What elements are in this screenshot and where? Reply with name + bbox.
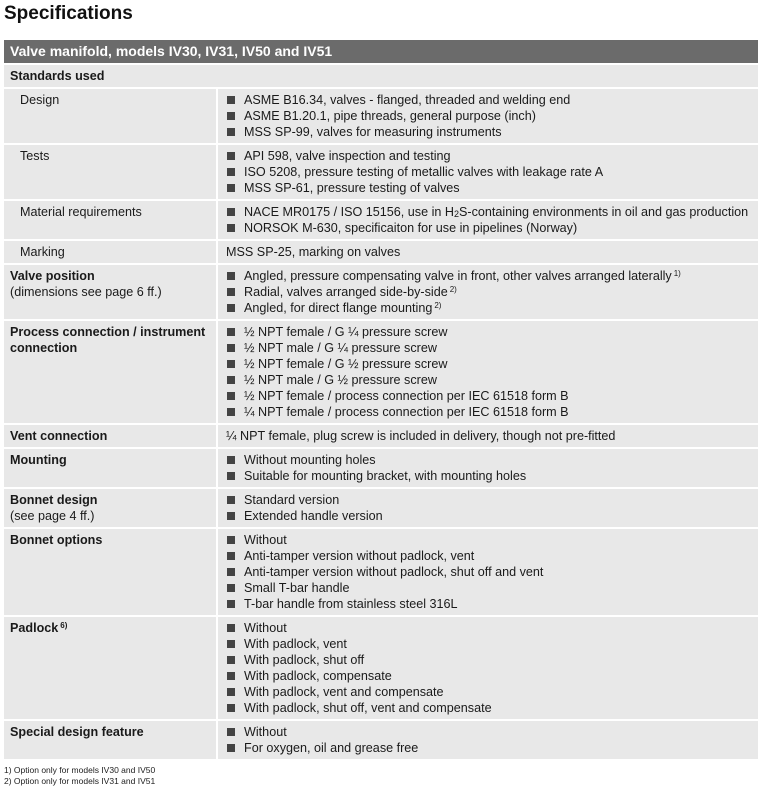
list-item: Without mounting holes bbox=[226, 452, 754, 468]
footnotes bbox=[4, 765, 155, 786]
material-row bbox=[4, 201, 758, 241]
special-design-row bbox=[4, 721, 758, 761]
list-item: NACE MR0175 / ISO 15156, use in H2S-containing environments in oil and gas production bbox=[226, 204, 754, 220]
bonnet-design-list bbox=[226, 492, 754, 524]
footnote-ref: 1) bbox=[673, 269, 681, 278]
list-item: Radial, valves arranged side-by-side $^{2)}$ bbox=[226, 284, 754, 300]
special-design-label: Special design feature bbox=[4, 721, 216, 761]
process-connection-list bbox=[226, 324, 754, 420]
bonnet-options-row bbox=[4, 529, 758, 617]
list-item: ½ NPT female / process connection per IEC 61518 form B bbox=[226, 388, 754, 404]
marking-value: MSS SP-25, marking on valves bbox=[216, 241, 758, 265]
spec-table bbox=[4, 40, 758, 761]
footnote: 1) Option only for models IV30 and IV50 bbox=[4, 765, 156, 775]
mounting-label: Mounting bbox=[4, 449, 216, 489]
list-item: API 598, valve inspection and testing bbox=[226, 148, 754, 164]
design-label: Design bbox=[4, 89, 216, 145]
design-row bbox=[4, 89, 758, 145]
list-item: Without bbox=[226, 620, 754, 636]
material-list bbox=[226, 204, 754, 236]
table-title: Valve manifold, models IV30, IV31, IV50 and IV51 bbox=[4, 40, 758, 65]
list-item: MSS SP-61, pressure testing of valves bbox=[226, 180, 754, 196]
list-item: Without bbox=[226, 724, 754, 740]
footnote-ref: 6) bbox=[60, 621, 68, 630]
list-item: ½ NPT female / G ¼ pressure screw bbox=[226, 324, 754, 340]
marking-label: Marking bbox=[4, 241, 216, 265]
list-item: ASME B16.34, valves - flanged, threaded and welding end bbox=[226, 92, 754, 108]
tests-list bbox=[226, 148, 754, 196]
list-item: With padlock, compensate bbox=[226, 668, 754, 684]
standards-heading: Standards used bbox=[4, 65, 758, 89]
list-item: With padlock, vent bbox=[226, 636, 754, 652]
list-item: ISO 5208, pressure testing of metallic valves with leakage rate A bbox=[226, 164, 754, 180]
bonnet-options-label: Bonnet options bbox=[4, 529, 216, 617]
list-item: ¼ NPT female / process connection per IEC 61518 form B bbox=[226, 404, 754, 420]
footnote-ref: 2) bbox=[434, 301, 442, 310]
list-item: Standard version bbox=[226, 492, 754, 508]
padlock-list bbox=[226, 620, 754, 716]
page-title: Specifications bbox=[4, 3, 133, 24]
list-item: Angled, for direct flange mounting $^{2)}$ bbox=[226, 300, 754, 316]
padlock-row bbox=[4, 617, 758, 721]
list-item: Suitable for mounting bracket, with mounting holes bbox=[226, 468, 754, 484]
list-item: With padlock, vent and compensate bbox=[226, 684, 754, 700]
process-connection-label: Process connection / instrument connection bbox=[4, 321, 216, 425]
mounting-row bbox=[4, 449, 758, 489]
bonnet-design-note: (see page 4 ff.) bbox=[10, 509, 95, 523]
material-label: Material requirements bbox=[4, 201, 216, 241]
list-item: Angled, pressure compensating valve in front, other valves arranged laterally $^{1)}$ bbox=[226, 268, 754, 284]
valve-position-note: (dimensions see page 6 ff.) bbox=[10, 285, 162, 299]
mounting-list bbox=[226, 452, 754, 484]
list-item: MSS SP-99, valves for measuring instruments bbox=[226, 124, 754, 140]
padlock-label: Padlock bbox=[10, 621, 59, 635]
list-item: Anti-tamper version without padlock, shut off and vent bbox=[226, 564, 754, 580]
list-item: Without bbox=[226, 532, 754, 548]
bonnet-design-row bbox=[4, 489, 758, 529]
list-item: NORSOK M-630, specificaiton for use in pipelines (Norway) bbox=[226, 220, 754, 236]
tests-label: Tests bbox=[4, 145, 216, 201]
list-item: ASME B1.20.1, pipe threads, general purpose (inch) bbox=[226, 108, 754, 124]
padlock-label-cell bbox=[4, 617, 216, 721]
bonnet-design-label: Bonnet design bbox=[10, 493, 98, 507]
marking-row bbox=[4, 241, 758, 265]
valve-position-list bbox=[226, 268, 754, 316]
footnote-ref: 2) bbox=[449, 285, 457, 294]
list-item: With padlock, shut off bbox=[226, 652, 754, 668]
list-item: With padlock, shut off, vent and compensate bbox=[226, 700, 754, 716]
list-item: Anti-tamper version without padlock, vent bbox=[226, 548, 754, 564]
list-item: ½ NPT male / G ½ pressure screw bbox=[226, 372, 754, 388]
vent-connection-label: Vent connection bbox=[4, 425, 216, 449]
vent-connection-value: ¼ NPT female, plug screw is included in delivery, though not pre-fitted bbox=[216, 425, 758, 449]
footnote: 2) Option only for models IV31 and IV51 bbox=[4, 775, 156, 786]
valve-position-label: Valve position bbox=[10, 269, 95, 283]
list-item: Extended handle version bbox=[226, 508, 754, 524]
vent-connection-row bbox=[4, 425, 758, 449]
tests-row bbox=[4, 145, 758, 201]
valve-position-row bbox=[4, 265, 758, 321]
list-item: For oxygen, oil and grease free bbox=[226, 740, 754, 756]
bonnet-options-list bbox=[226, 532, 754, 612]
list-item: Small T-bar handle bbox=[226, 580, 754, 596]
list-item: ½ NPT male / G ¼ pressure screw bbox=[226, 340, 754, 356]
design-list bbox=[226, 92, 754, 140]
list-item: T-bar handle from stainless steel 316L bbox=[226, 596, 754, 612]
list-item: ½ NPT female / G ½ pressure screw bbox=[226, 356, 754, 372]
special-design-list bbox=[226, 724, 754, 756]
process-connection-row bbox=[4, 321, 758, 425]
